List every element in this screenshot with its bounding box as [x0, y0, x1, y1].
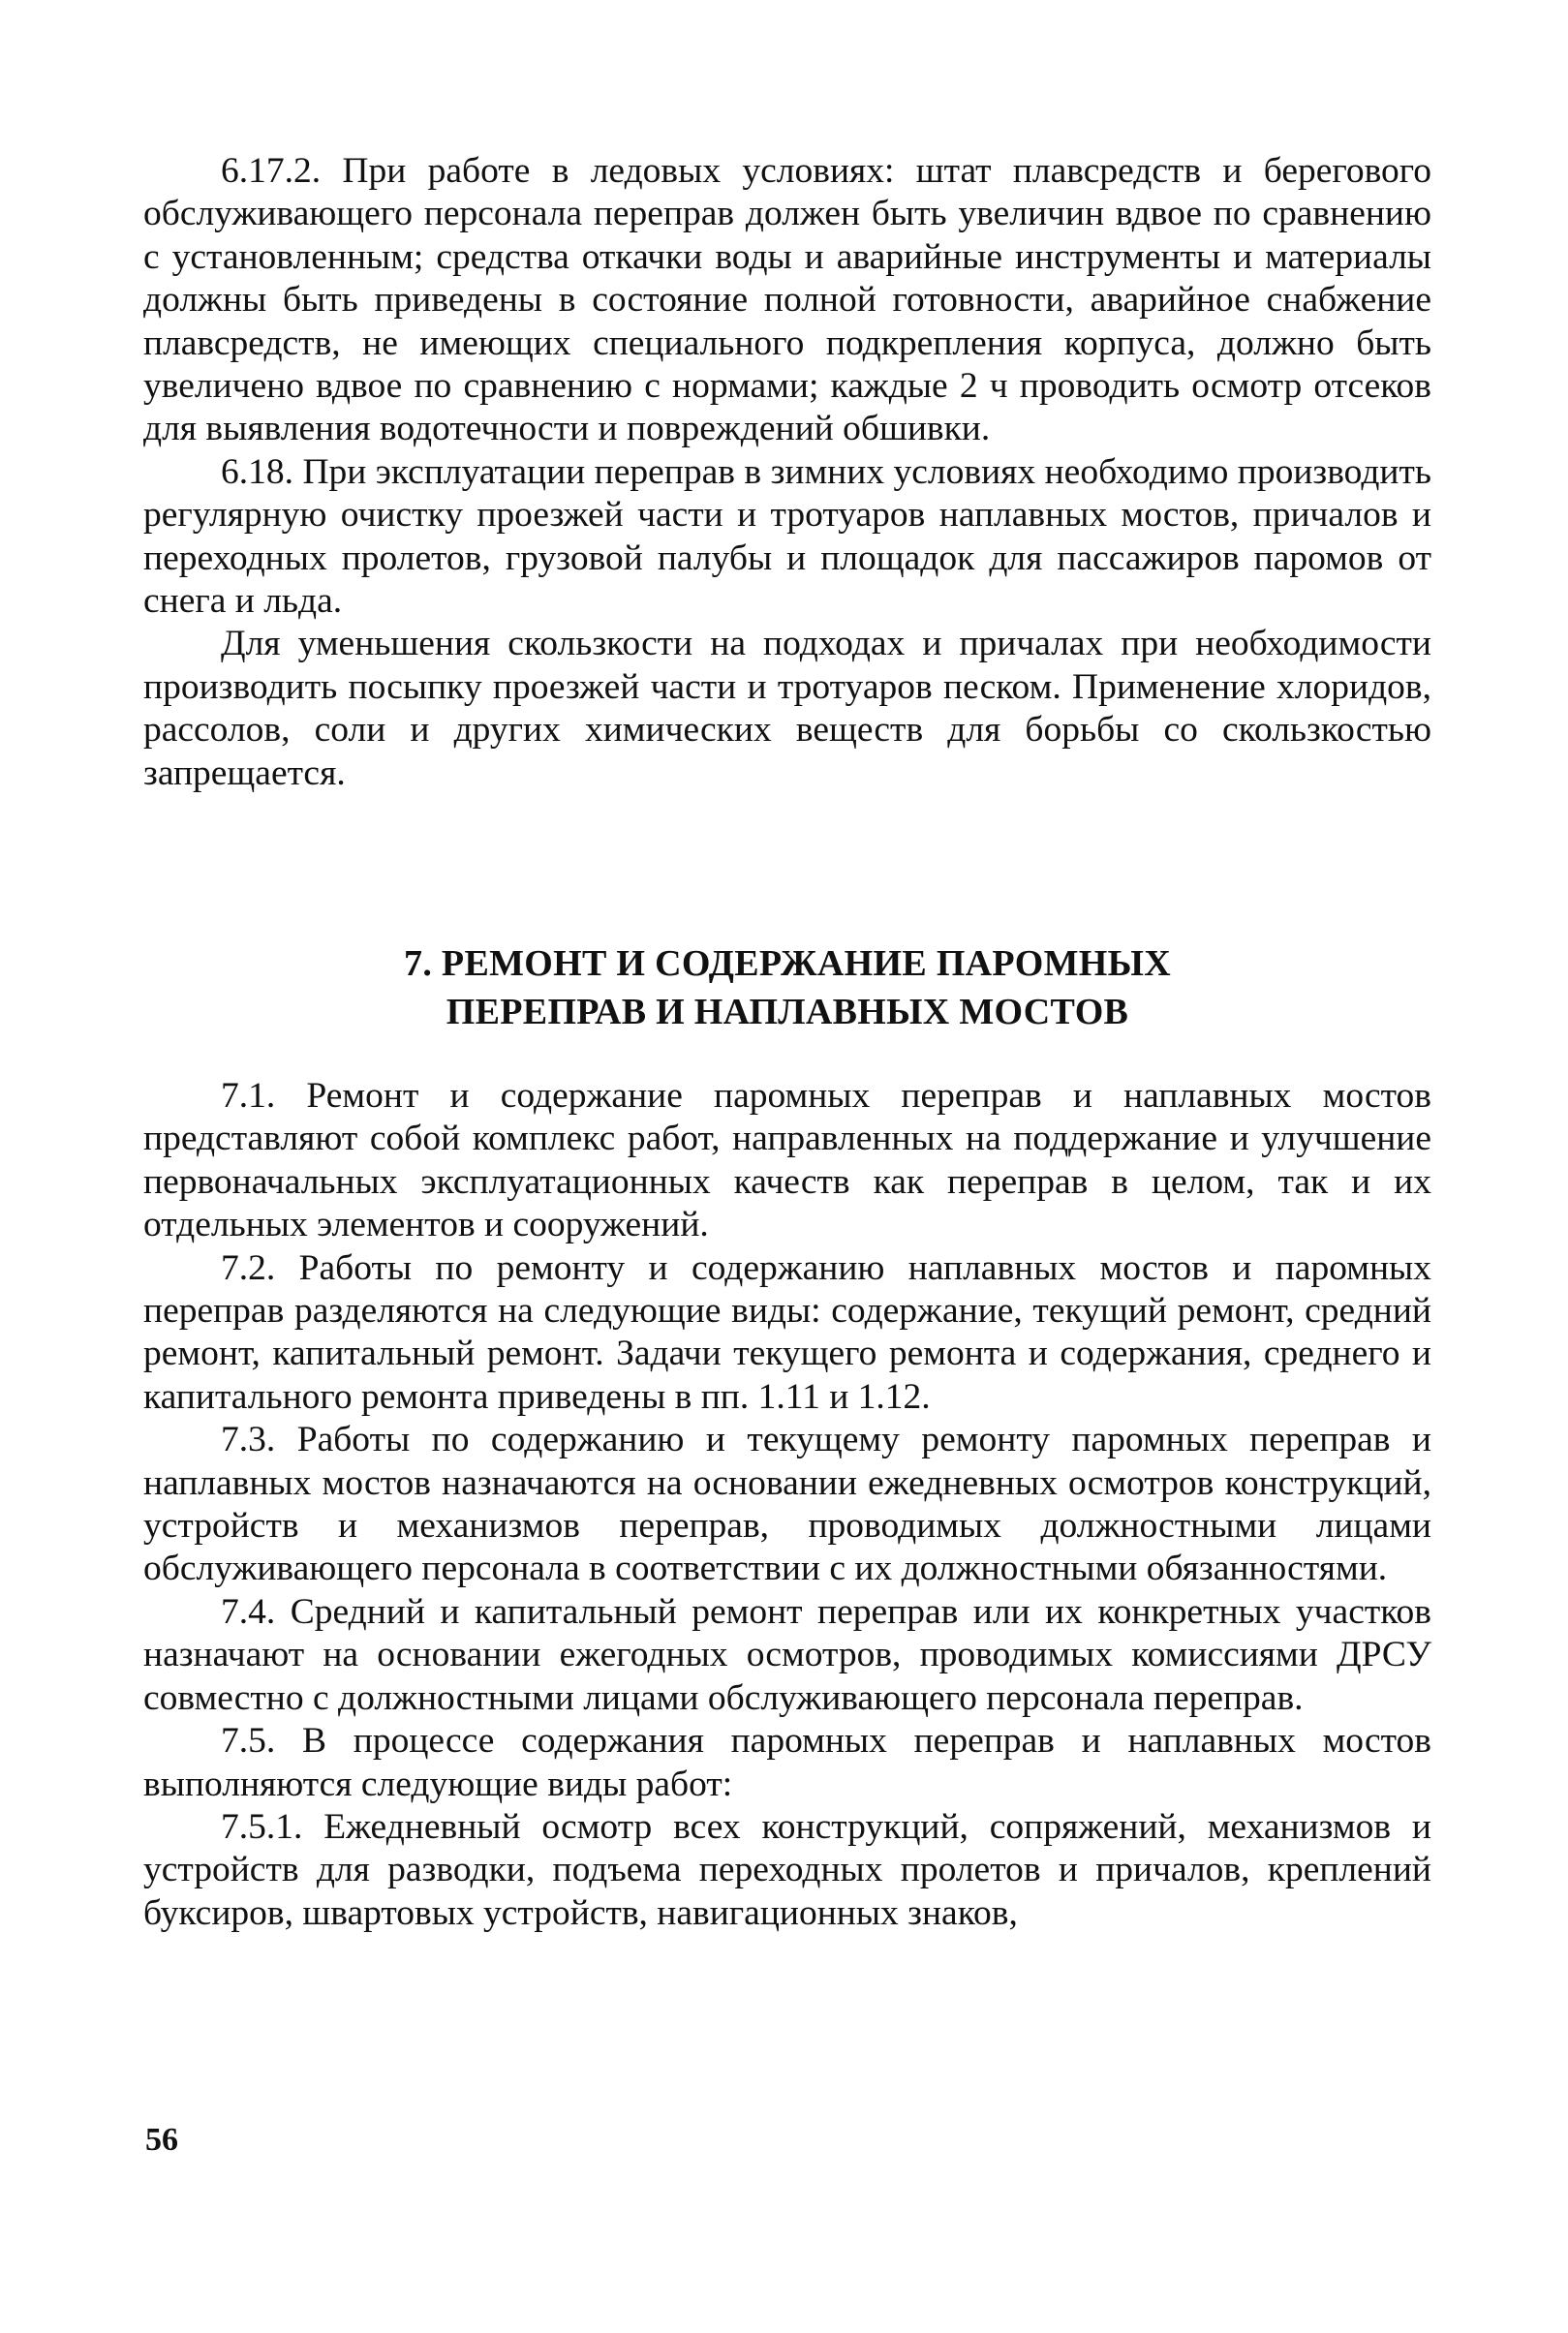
paragraph-7-2: 7.2. Работы по ремонту и содержанию наплавных мостов и паромных переправ разделяются на следующие виды: содержание, текущий ремонт, средний ремонт, капитальный ремонт. Задачи текущего ремонта и содержания, среднего и капитального ремонта приведены в пп. 1.11 и 1.12. [143, 1247, 1431, 1417]
section-7-heading-line-2: ПЕРЕПРАВ И НАПЛАВНЫХ МОСТОВ [446, 992, 1129, 1032]
paragraph-7-5-1: 7.5.1. Ежедневный осмотр всех конструкций, сопряжений, механизмов и устройств для разводки, подъема переходных пролетов и причалов, креплений буксиров, швартовых устройств, навигационных знаков, [143, 1806, 1431, 1933]
paragraph-7-5: 7.5. В процессе содержания паромных переправ и наплавных мостов выполняются следующие виды работ: [143, 1721, 1431, 1804]
section-7-heading [143, 939, 1431, 1036]
page-number: 56 [145, 2122, 178, 2158]
section-6-text [143, 150, 1431, 795]
paragraph-6-18: 6.18. При эксплуатации переправ в зимних условиях необходимо производить регулярную очистку проезжей части и тротуаров наплавных мостов, причалов и переходных пролетов, грузовой палубы и площадок для пассажиров паромов от снега и льда. [143, 451, 1431, 622]
paragraph-7-4: 7.4. Средний и капитальный ремонт переправ или их конкретных участков назначают на основании ежегодных осмотров, проводимых комиссиями ДРСУ совместно с должностными лицами обслуживающего персонала переправ. [143, 1591, 1431, 1718]
paragraph-6-18-slipperiness: Для уменьшения скользкости на подходах и причалах при необходимости производить посыпку проезжей части и тротуаров песком. Применение хлоридов, рассолов, соли и других химических веществ для борьбы со скользкостью запрещается. [143, 624, 1431, 793]
paragraph-7-3: 7.3. Работы по содержанию и текущему ремонту паромных переправ и наплавных мостов назначаются на основании ежедневных осмотров конструкций, устройств и механизмов переправ, проводимых должностными лицами обслуживающего персонала в соответствии с их должностными обязанностями. [143, 1420, 1431, 1589]
paragraph-7-1: 7.1. Ремонт и содержание паромных переправ и наплавных мостов представляют собой комплекс работ, направленных на поддержание и улучшение первоначальных эксплуатационных качеств как переправ в целом, так и их отдельных элементов и сооружений. [143, 1076, 1431, 1245]
section-7-text [143, 1075, 1431, 1935]
section-7-heading-line-1: 7. РЕМОНТ И СОДЕРЖАНИЕ ПАРОМНЫХ [404, 943, 1171, 984]
paragraph-6-17-2: 6.17.2. При работе в ледовых условиях: штат плавсредств и берегового обслуживающего персонала переправ должен быть увеличин вдвое по сравнению с установленным; средства откачки воды и аварийные инструменты и материалы должны быть приведены в состояние полной готовности, аварийное снабжение плавсредств, не имеющих специального подкрепления корпуса, должно быть увеличено вдвое по сравнению с нормами; каждые 2 ч проводить осмотр отсеков для выявления водотечности и повреждений обшивки. [143, 151, 1431, 449]
